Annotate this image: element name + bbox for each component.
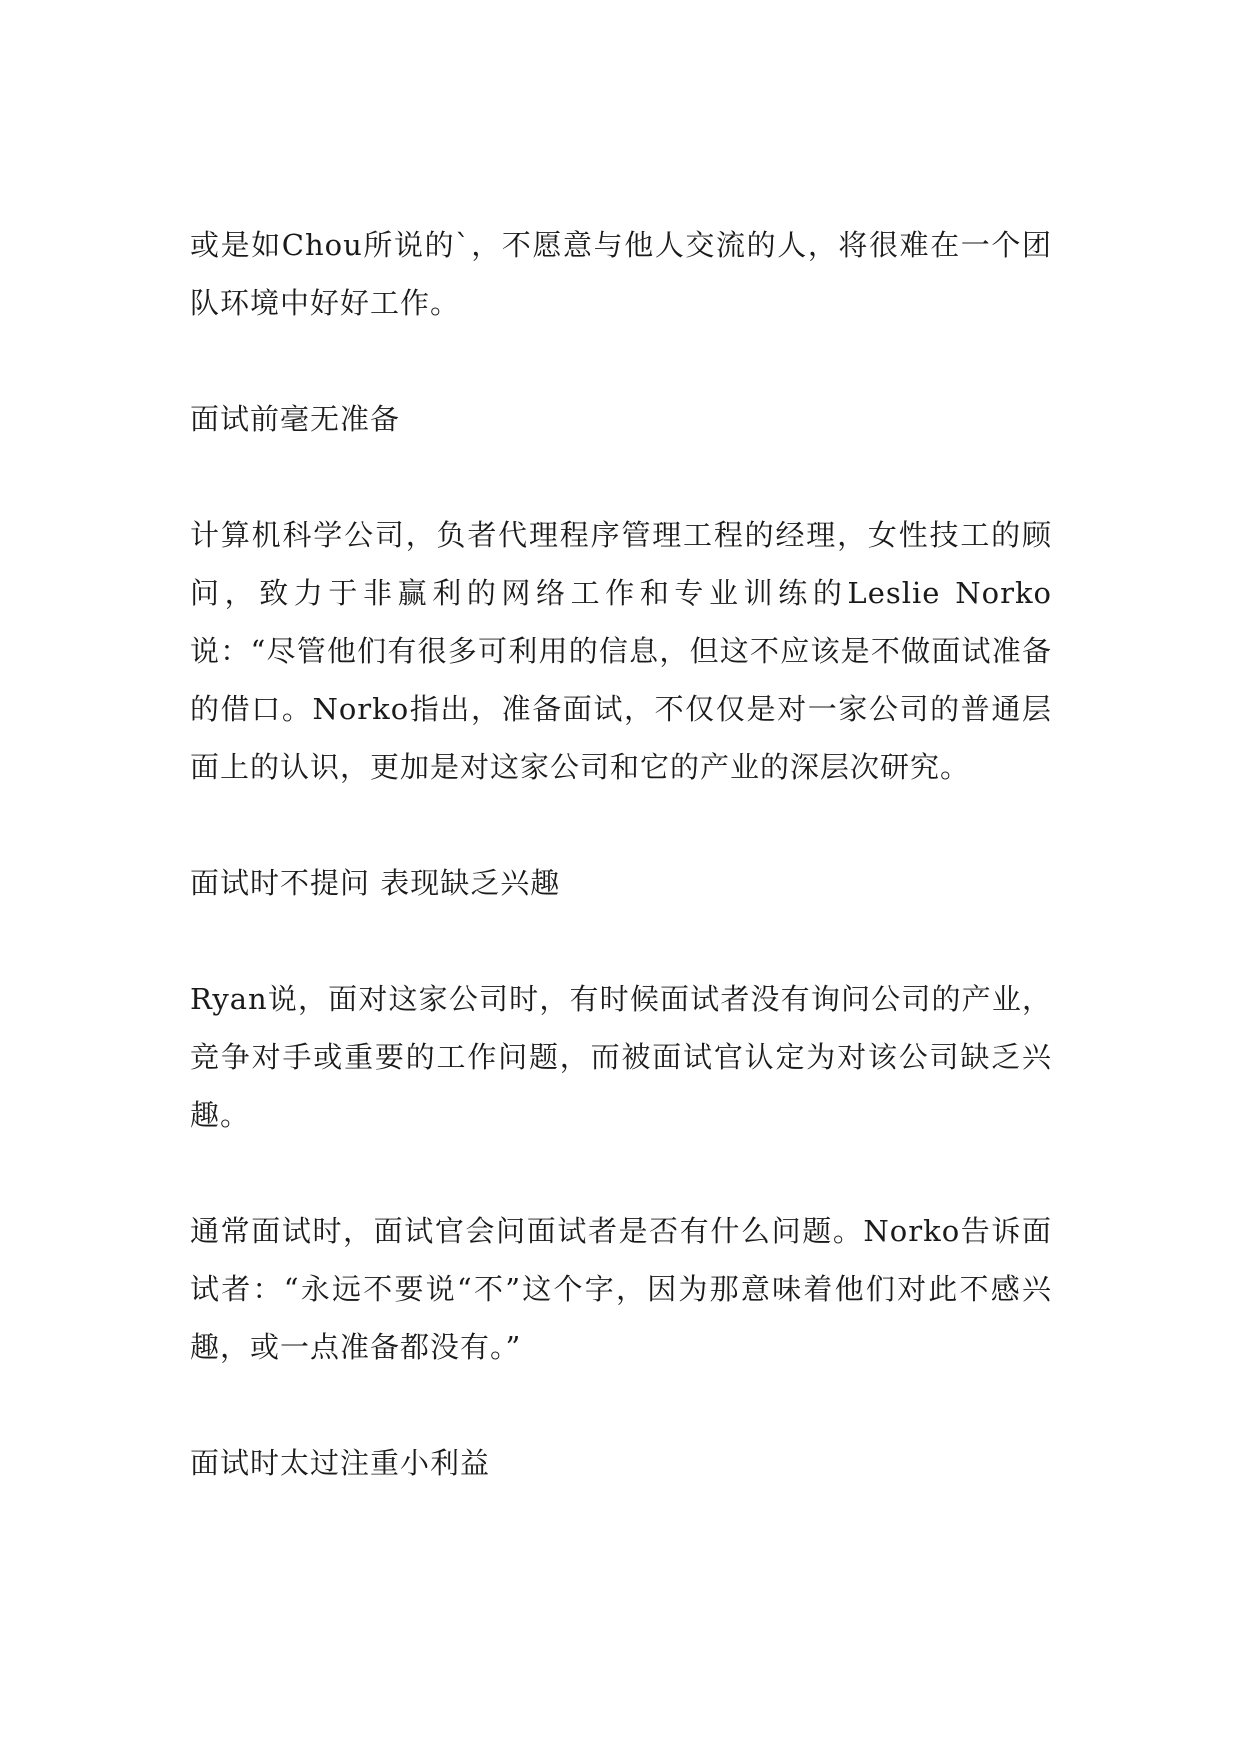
section-heading-no-questions: 面试时不提问 表现缺乏兴趣 bbox=[190, 866, 561, 900]
paragraph-norko-preparation: 计算机科学公司，负者代理程序管理工程的经理，女性技工的顾问，致力于非赢利的网络工作和专业训练的Leslie Norko说：“尽管他们有很多可利用的信息，但这不应该是不做面试准备的借口。Norko指出，准备面试，不仅仅是对一家公司的普通层面上的认识，更加是对这家公司和它的产业的深层次研究。 bbox=[190, 518, 1052, 784]
document-body bbox=[190, 216, 1052, 1492]
paragraph-ryan-interest: Ryan说，面对这家公司时，有时候面试者没有询问公司的产业，竞争对手或重要的工作问题，而被面试官认定为对该公司缺乏兴趣。 bbox=[190, 982, 1052, 1132]
paragraph-chou-quote: 或是如Chou所说的`，不愿意与他人交流的人，将很难在一个团队环境中好好工作。 bbox=[190, 228, 1052, 320]
section-heading-small-benefits: 面试时太过注重小利益 bbox=[190, 1446, 491, 1480]
section-heading-no-preparation: 面试前毫无准备 bbox=[190, 402, 401, 436]
paragraph-norko-advice: 通常面试时，面试官会问面试者是否有什么问题。Norko告诉面试者：“永远不要说“不”这个字，因为那意味着他们对此不感兴趣，或一点准备都没有。” bbox=[190, 1214, 1052, 1364]
